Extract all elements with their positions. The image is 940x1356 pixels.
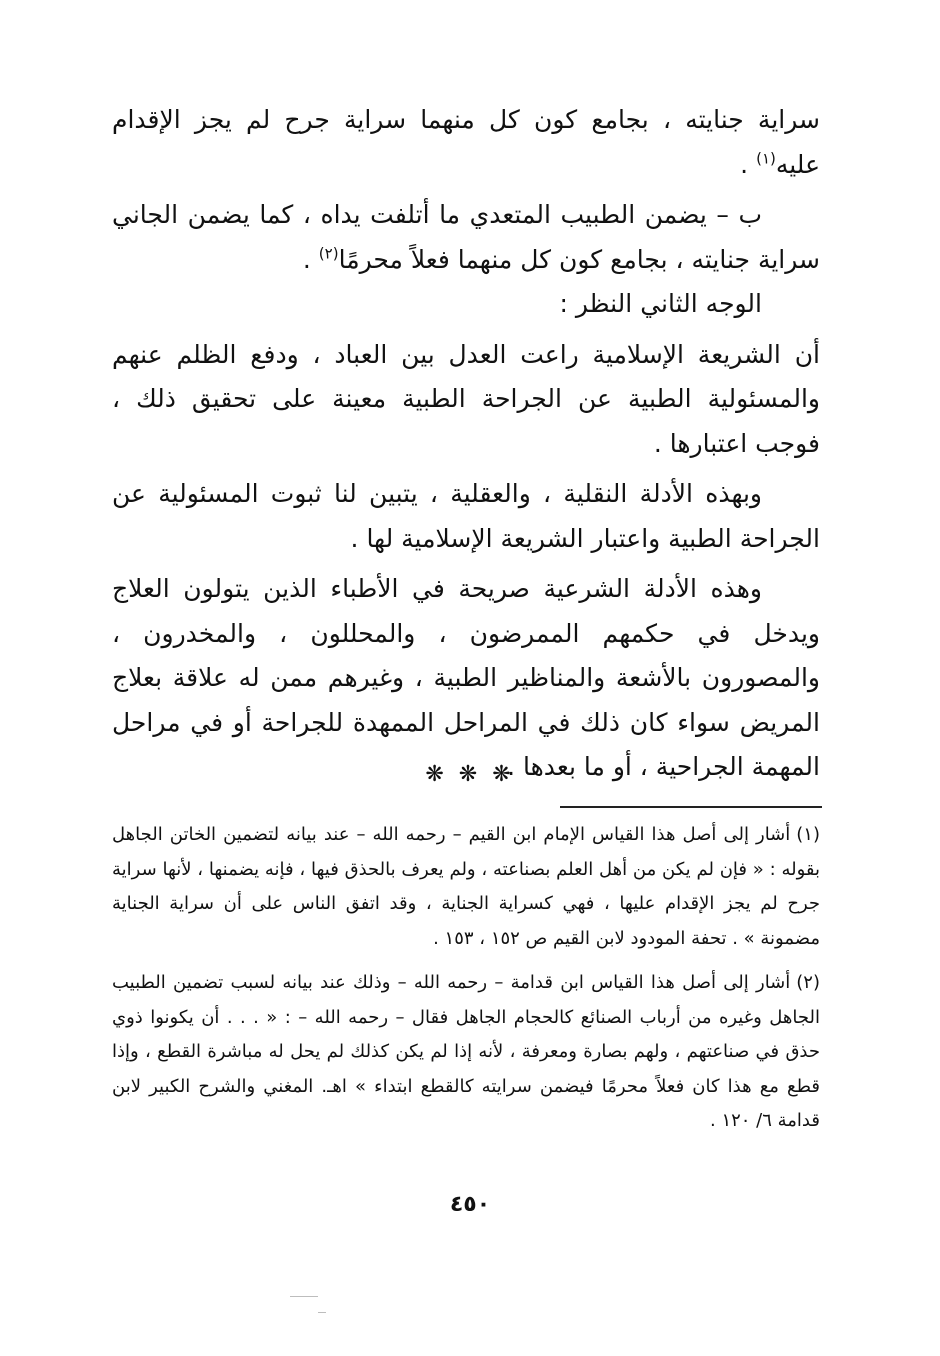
footnote-ref-1[interactable]: (١) (756, 149, 776, 168)
paragraph-4: وبهذه الأدلة النقلية ، والعقلية ، يتبين لنا ثبوت المسئولية عن الجراحة الطبية واعتبار الشريعة الإسلامية لها . (112, 479, 820, 553)
paragraph-1: سراية جنايته ، بجامع كون كل منهما سراية جرح لم يجز الإقدام عليه$^{(١)}$ . (112, 105, 820, 179)
scan-speck (290, 1296, 318, 1297)
paragraph-3: أن الشريعة الإسلامية راعت العدل بين العباد ، ودفع الظلم عنهم والمسئولية الطبية عن الجراحة الطبية معينة على تحقيق ذلك ، فوجب اعتبارها . (112, 339, 820, 458)
footnote-divider (560, 806, 822, 808)
paragraph-5: وهذه الأدلة الشرعية صريحة في الأطباء الذين يتولون العلاج ويدخل في حكمهم الممرضون ، والمحللون ، والمخدرون ، والمصورون بالأشعة والمناظير الطبية ، وغيرهم ممن له علاقة بعلاج المريض سواء كان ذلك في المراحل الممهدة للجراحة أو في مراحل المهمة الجراحية ، أو ما بعدها . (112, 574, 820, 781)
footnote-1 (112, 818, 820, 956)
footnote-number: (٢) (796, 972, 820, 993)
footnotes (112, 818, 820, 1139)
footnote-text: أشار إلى أصل هذا القياس الإمام ابن القيم – رحمه الله – عند بيانه لتضمين الخاتن الجاهل بقوله : « فإن لم يكن من أهل العلم بصناعته ، ولم يعرف بالحذق فيها ، فإنه يضمنها ، لأنها سراية جرح لم يجز الإقدام عليها ، فهي كسراية الجناية ، وقد اتفق الناس على أن سراية الجناية مضمونة » . تحفة المودود لابن القيم ص ١٥٢ ، ١٥٣ . (112, 824, 820, 949)
footnote-text: أشار إلى أصل هذا القياس ابن قدامة – رحمه الله – وذلك عند بيانه لسبب تضمين الطبيب الجاهل وغيره من أرباب الصنائع كالحجام الجاهل فقال – رحمه الله – : « . . . أن يكونوا ذوي حذق في صناعتهم ، ولهم بصارة ومعرفة ، لأنه إذا لم يكن كذلك لم يحل له مباشرة القطع ، وإذا قطع مع هذا كان فعلاً محرمًا فيضمن سرايته كالقطع ابتداء » اهـ. المغني والشرح الكبير لابن قدامة ٦/ ١٢٠ . (112, 972, 820, 1131)
scan-speck (318, 1312, 326, 1313)
section-separator: ❋ ❋ ❋ (425, 762, 515, 787)
footnote-2 (112, 966, 820, 1139)
footnote-number: (١) (796, 824, 820, 845)
section-heading: الوجه الثاني النظر : (559, 289, 762, 318)
page-number: ٤٥٠ (449, 1192, 491, 1217)
footnote-ref-2[interactable]: (٢) (318, 244, 339, 263)
main-text (112, 98, 820, 790)
paragraph-2: ب – يضمن الطبيب المتعدي ما أتلفت يداه ، كما يضمن الجاني سراية جنايته ، بجامع كون كل منهما فعلاً محرمًا$^{(٢)}$ . (112, 200, 820, 274)
